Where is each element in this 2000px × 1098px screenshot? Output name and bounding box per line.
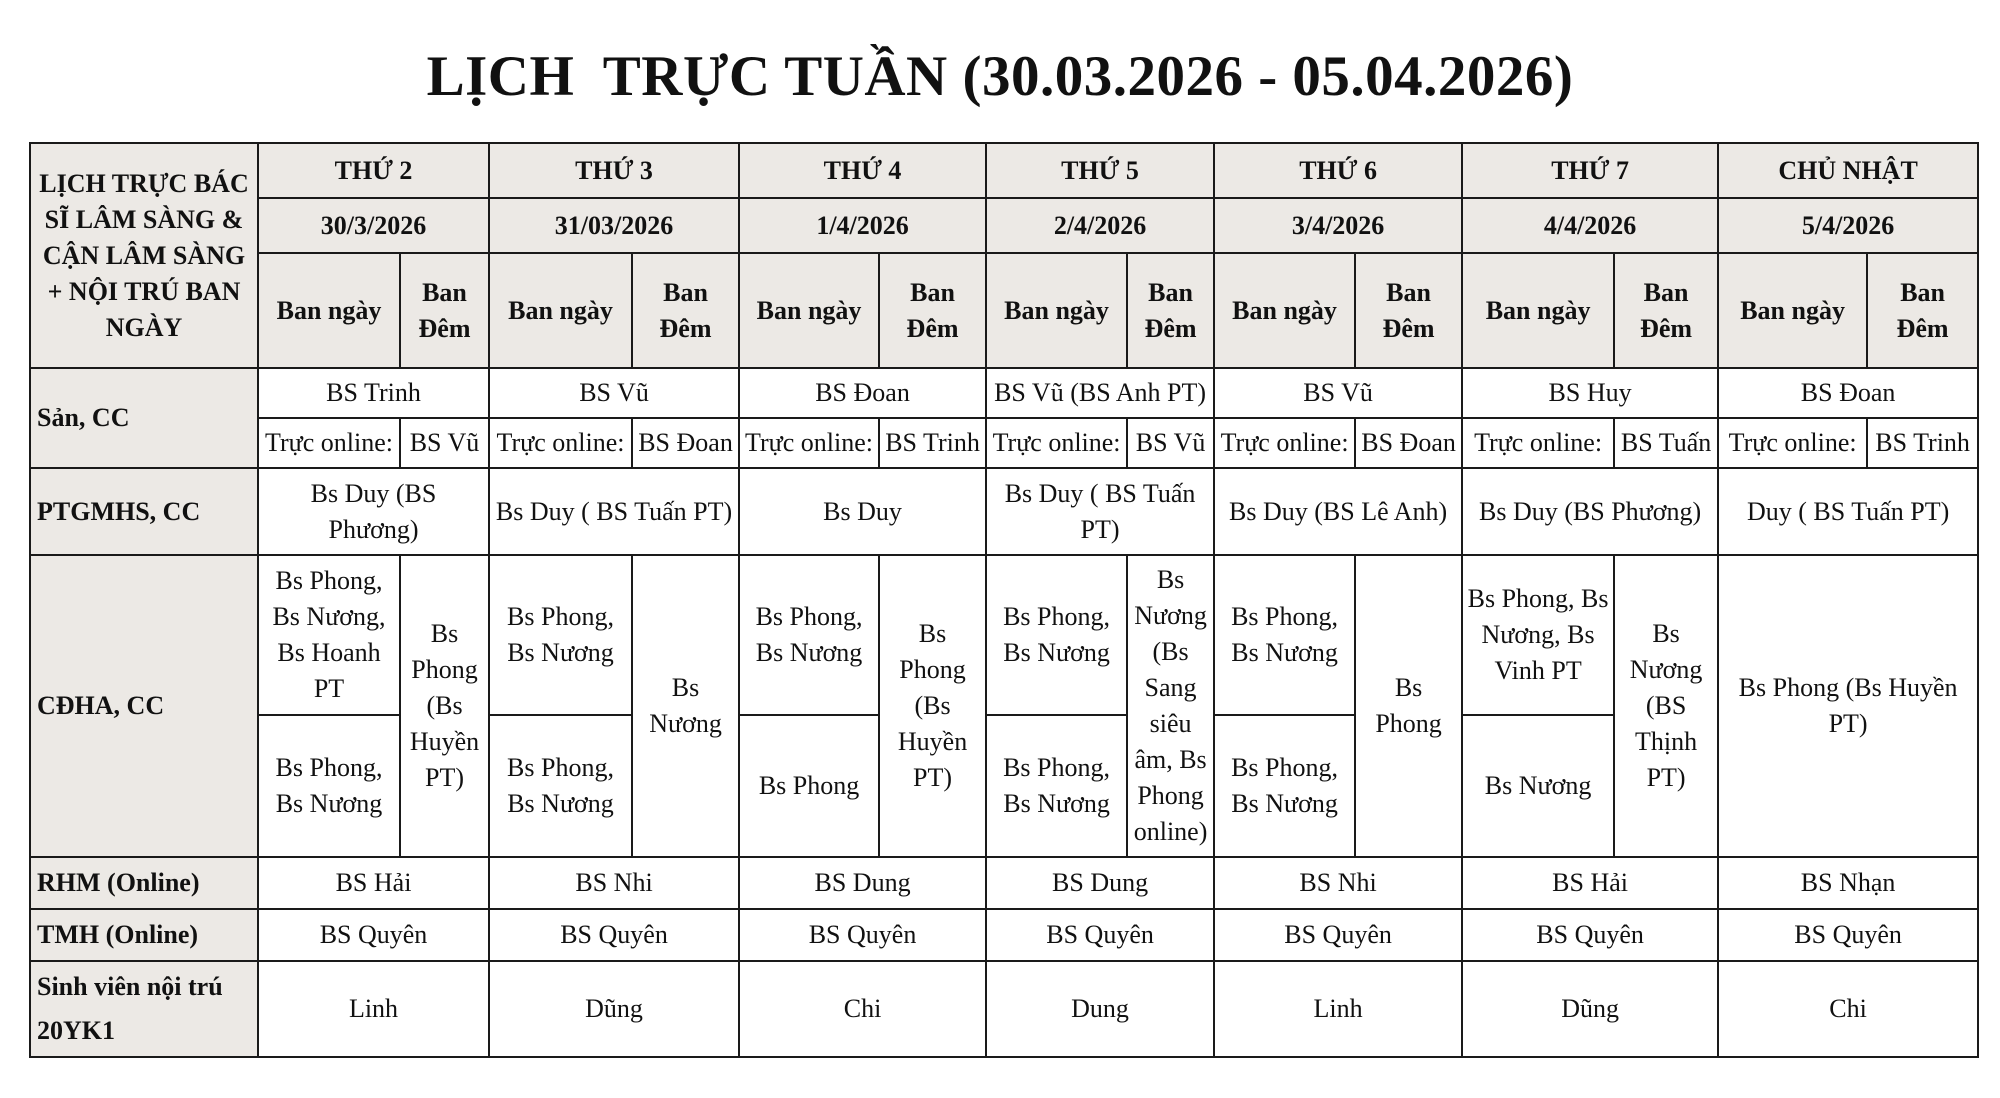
cdha-day-bottom-cell: Bs Phong, Bs Nương xyxy=(489,715,632,857)
day-header-thu-3: THỨ 3 xyxy=(489,143,739,198)
page-title: LỊCH TRỰC TUẦN (30.03.2026 - 05.04.2026) xyxy=(426,45,1574,108)
resident-cell: Dũng xyxy=(489,961,739,1057)
cdha-sunday-cell: Bs Phong (Bs Huyền PT) xyxy=(1718,555,1978,857)
shift-header-day: Ban ngày xyxy=(1718,253,1867,368)
san-online-label: Trực online: xyxy=(1462,418,1614,468)
row-label-cdha: CĐHA, CC xyxy=(30,555,258,857)
san-day-cell: BS Đoan xyxy=(739,368,986,418)
ptgmhs-cell: Bs Duy xyxy=(739,468,986,555)
shift-header-day: Ban ngày xyxy=(1462,253,1614,368)
shift-header-night: Ban Đêm xyxy=(632,253,739,368)
day-header-thu-6: THỨ 6 xyxy=(1214,143,1462,198)
row-label-rhm: RHM (Online) xyxy=(30,857,258,909)
ptgmhs-cell: Duy ( BS Tuấn PT) xyxy=(1718,468,1978,555)
cdha-day-top-cell: Bs Phong, Bs Nương xyxy=(739,555,879,715)
san-online-cell: BS Tuấn xyxy=(1614,418,1718,468)
san-online-label: Trực online: xyxy=(258,418,400,468)
cdha-day-bottom-cell: Bs Phong, Bs Nương xyxy=(986,715,1127,857)
cdha-day-top-cell: Bs Phong, Bs Nương, Bs Vinh PT xyxy=(1462,555,1614,715)
ptgmhs-cell: Bs Duy ( BS Tuấn PT) xyxy=(986,468,1214,555)
shift-header-day: Ban ngày xyxy=(258,253,400,368)
cdha-night-cell: Bs Phong xyxy=(1355,555,1462,857)
date-header: 2/4/2026 xyxy=(986,198,1214,253)
duty-schedule-table xyxy=(29,142,1979,1058)
date-header: 4/4/2026 xyxy=(1462,198,1718,253)
tmh-cell: BS Quyên xyxy=(739,909,986,961)
resident-cell: Dung xyxy=(986,961,1214,1057)
san-day-cell: BS Huy xyxy=(1462,368,1718,418)
shift-header-day: Ban ngày xyxy=(986,253,1127,368)
date-header: 30/3/2026 xyxy=(258,198,489,253)
cdha-day-top-cell: Bs Phong, Bs Nương xyxy=(986,555,1127,715)
san-online-cell: BS Vũ xyxy=(400,418,489,468)
san-day-cell: BS Vũ xyxy=(489,368,739,418)
san-online-cell: BS Đoan xyxy=(632,418,739,468)
rhm-cell: BS Dung xyxy=(739,857,986,909)
shift-header-day: Ban ngày xyxy=(489,253,632,368)
cdha-day-bottom-cell: Bs Phong, Bs Nương xyxy=(1214,715,1355,857)
row-label-ptgmhs: PTGMHS, CC xyxy=(30,468,258,555)
san-online-label: Trực online: xyxy=(739,418,879,468)
cdha-day-top-cell: Bs Phong, Bs Nương xyxy=(489,555,632,715)
san-online-label: Trực online: xyxy=(1214,418,1355,468)
shift-header-night: Ban Đêm xyxy=(1867,253,1978,368)
shift-header-day: Ban ngày xyxy=(739,253,879,368)
tmh-cell: BS Quyên xyxy=(258,909,489,961)
resident-cell: Dũng xyxy=(1462,961,1718,1057)
day-header-thu-5: THỨ 5 xyxy=(986,143,1214,198)
san-online-cell: BS Trinh xyxy=(879,418,986,468)
tmh-cell: BS Quyên xyxy=(489,909,739,961)
day-header-thu-4: THỨ 4 xyxy=(739,143,986,198)
san-online-cell: BS Trinh xyxy=(1867,418,1978,468)
cdha-day-top-cell: Bs Phong, Bs Nương xyxy=(1214,555,1355,715)
san-online-label: Trực online: xyxy=(489,418,632,468)
rhm-cell: BS Nhạn xyxy=(1718,857,1978,909)
date-header: 5/4/2026 xyxy=(1718,198,1978,253)
rhm-cell: BS Nhi xyxy=(1214,857,1462,909)
row-label-tmh: TMH (Online) xyxy=(30,909,258,961)
rhm-cell: BS Nhi xyxy=(489,857,739,909)
date-header: 3/4/2026 xyxy=(1214,198,1462,253)
row-label-resident: Sinh viên nội trú 20YK1 xyxy=(30,961,258,1057)
san-online-cell: BS Vũ xyxy=(1127,418,1214,468)
san-day-cell: BS Vũ (BS Anh PT) xyxy=(986,368,1214,418)
cdha-day-bottom-cell: Bs Phong, Bs Nương xyxy=(258,715,400,857)
table-corner-header: LỊCH TRỰC BÁC SĨ LÂM SÀNG & CẬN LÂM SÀNG + NỘI TRÚ BAN NGÀY xyxy=(30,143,258,368)
cdha-night-cell: Bs Nương (Bs Sang siêu âm, Bs Phong online) xyxy=(1127,555,1214,857)
san-online-label: Trực online: xyxy=(1718,418,1867,468)
day-header-thu-2: THỨ 2 xyxy=(258,143,489,198)
rhm-cell: BS Hải xyxy=(258,857,489,909)
cdha-day-top-cell: Bs Phong, Bs Nương, Bs Hoanh PT xyxy=(258,555,400,715)
tmh-cell: BS Quyên xyxy=(986,909,1214,961)
shift-header-night: Ban Đêm xyxy=(1614,253,1718,368)
resident-cell: Linh xyxy=(258,961,489,1057)
tmh-cell: BS Quyên xyxy=(1718,909,1978,961)
date-header: 1/4/2026 xyxy=(739,198,986,253)
shift-header-night: Ban Đêm xyxy=(400,253,489,368)
san-online-cell: BS Đoan xyxy=(1355,418,1462,468)
san-day-cell: BS Đoan xyxy=(1718,368,1978,418)
cdha-night-cell: Bs Nương xyxy=(632,555,739,857)
ptgmhs-cell: Bs Duy (BS Phương) xyxy=(258,468,489,555)
shift-header-night: Ban Đêm xyxy=(879,253,986,368)
date-header: 31/03/2026 xyxy=(489,198,739,253)
resident-cell: Linh xyxy=(1214,961,1462,1057)
san-day-cell: BS Vũ xyxy=(1214,368,1462,418)
day-header-chu-nhat: CHỦ NHẬT xyxy=(1718,143,1978,198)
ptgmhs-cell: Bs Duy (BS Phương) xyxy=(1462,468,1718,555)
resident-cell: Chi xyxy=(1718,961,1978,1057)
shift-header-night: Ban Đêm xyxy=(1127,253,1214,368)
cdha-day-bottom-cell: Bs Nương xyxy=(1462,715,1614,857)
cdha-night-cell: Bs Phong (Bs Huyền PT) xyxy=(400,555,489,857)
cdha-night-cell: Bs Phong (Bs Huyền PT) xyxy=(879,555,986,857)
rhm-cell: BS Hải xyxy=(1462,857,1718,909)
ptgmhs-cell: Bs Duy ( BS Tuấn PT) xyxy=(489,468,739,555)
ptgmhs-cell: Bs Duy (BS Lê Anh) xyxy=(1214,468,1462,555)
resident-cell: Chi xyxy=(739,961,986,1057)
cdha-day-bottom-cell: Bs Phong xyxy=(739,715,879,857)
shift-header-night: Ban Đêm xyxy=(1355,253,1462,368)
row-label-san: Sản, CC xyxy=(30,368,258,468)
tmh-cell: BS Quyên xyxy=(1214,909,1462,961)
shift-header-day: Ban ngày xyxy=(1214,253,1355,368)
day-header-thu-7: THỨ 7 xyxy=(1462,143,1718,198)
san-day-cell: BS Trinh xyxy=(258,368,489,418)
rhm-cell: BS Dung xyxy=(986,857,1214,909)
tmh-cell: BS Quyên xyxy=(1462,909,1718,961)
cdha-night-cell: Bs Nương (BS Thịnh PT) xyxy=(1614,555,1718,857)
san-online-label: Trực online: xyxy=(986,418,1127,468)
